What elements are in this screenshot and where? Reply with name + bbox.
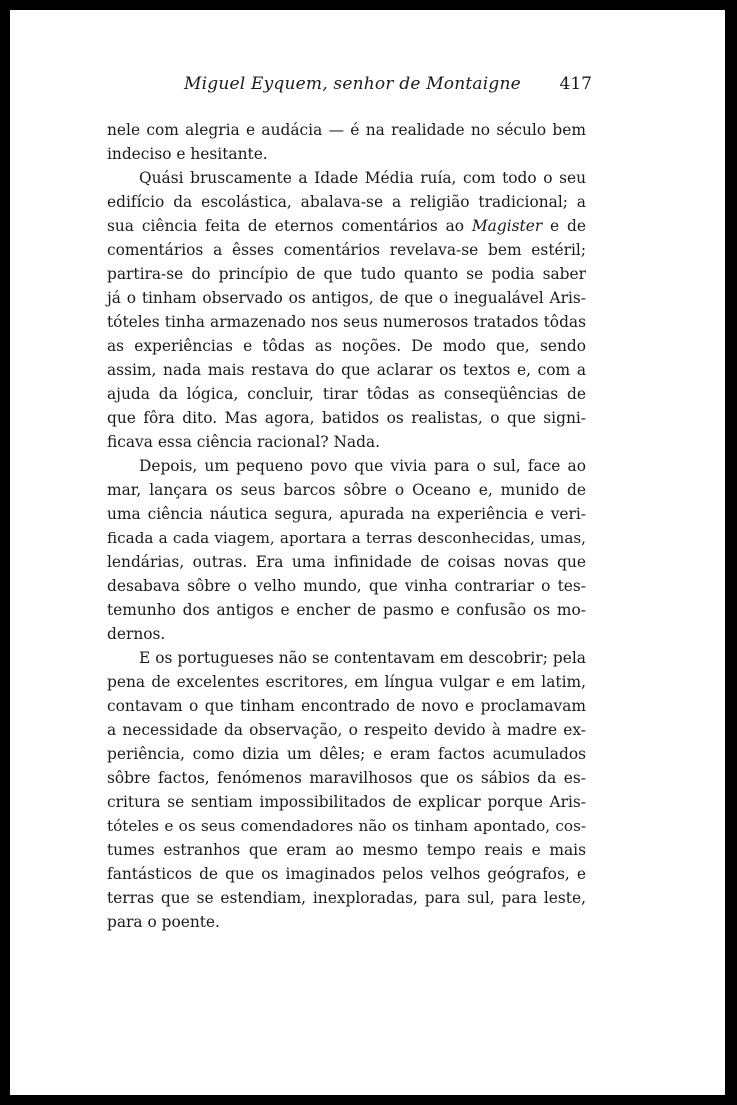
text-line: nele com alegria e audácia — é na realidade no século bem: [107, 121, 586, 139]
text-line: critura se sentiam impossibilitados de explicar porque Aris-: [107, 793, 586, 811]
paragraph: [107, 646, 586, 934]
text-line: temunho dos antigos e encher de pasmo e confusão os mo-: [107, 601, 586, 619]
running-head: [114, 74, 592, 104]
text-line: lendárias, outras. Era uma infinidade de coisas novas que: [107, 553, 586, 571]
text-line: já o tinham observado os antigos, de que o inegualável Aris-: [107, 289, 586, 307]
paragraph: [107, 166, 586, 454]
text-line: ficava essa ciência racional? Nada.: [107, 433, 381, 451]
page-number: 417: [559, 74, 592, 94]
text-line: as experiências e tôdas as noções. De modo que, sendo: [107, 337, 586, 355]
text-segment: sua ciência feita de eternos comentários ao: [107, 217, 465, 235]
text-segment: e de: [550, 217, 586, 235]
text-line: [107, 214, 586, 238]
text-line: partira-se do princípio de que tudo quanto se podia saber: [107, 265, 586, 283]
text-line: indeciso e hesitante.: [107, 145, 268, 163]
text-line: fantásticos de que os imaginados pelos velhos geógrafos, e: [107, 865, 586, 883]
body-text: [107, 118, 586, 934]
text-line: Quási bruscamente a Idade Média ruía, com todo o seu: [139, 169, 586, 187]
text-line: uma ciência náutica segura, apurada na experiência e veri-: [107, 505, 586, 523]
text-line: contavam o que tinham encontrado de novo e proclamavam: [107, 697, 586, 715]
text-line: terras que se estendiam, inexploradas, para sul, para leste,: [107, 889, 586, 907]
running-title: Miguel Eyquem, senhor de Montaigne: [184, 74, 521, 94]
text-line: mar, lançara os seus barcos sôbre o Oceano e, munido de: [107, 481, 586, 499]
text-line: para o poente.: [107, 913, 220, 931]
text-line: tóteles tinha armazenado nos seus numerosos tratados tôdas: [107, 313, 586, 331]
text-line: tóteles e os seus comendadores não os tinham apontado, cos-: [107, 817, 586, 835]
paragraph: [107, 454, 586, 646]
italic-term: Magister: [471, 217, 543, 235]
text-line: periência, como dizia um dêles; e eram factos acumulados: [107, 745, 586, 763]
text-line: comentários a êsses comentários revelava-se bem estéril;: [107, 241, 586, 259]
text-line: sôbre factos, fenómenos maravilhosos que os sábios da es-: [107, 769, 586, 787]
text-line: E os portugueses não se contentavam em descobrir; pela: [139, 649, 586, 667]
text-line: dernos.: [107, 625, 166, 643]
text-line: assim, nada mais restava do que aclarar os textos e, com a: [107, 361, 586, 379]
text-line: a necessidade da observação, o respeito devido à madre ex-: [107, 721, 586, 739]
text-line: desabava sôbre o velho mundo, que vinha contrariar o tes-: [107, 577, 586, 595]
text-line: pena de excelentes escritores, em língua vulgar e em latim,: [107, 673, 586, 691]
book-page: [10, 10, 725, 1095]
text-line: edifício da escolástica, abalava-se a religião tradicional; a: [107, 193, 586, 211]
text-line: Depois, um pequeno povo que vivia para o sul, face ao: [139, 457, 586, 475]
text-line: ajuda da lógica, concluir, tirar tôdas as conseqüências de: [107, 385, 586, 403]
text-line: que fôra dito. Mas agora, batidos os realistas, o que signi-: [107, 409, 586, 427]
paragraph: [107, 118, 586, 166]
text-line: ficada a cada viagem, aportara a terras desconhecidas, umas,: [107, 529, 586, 547]
text-line: tumes estranhos que eram ao mesmo tempo reais e mais: [107, 841, 586, 859]
